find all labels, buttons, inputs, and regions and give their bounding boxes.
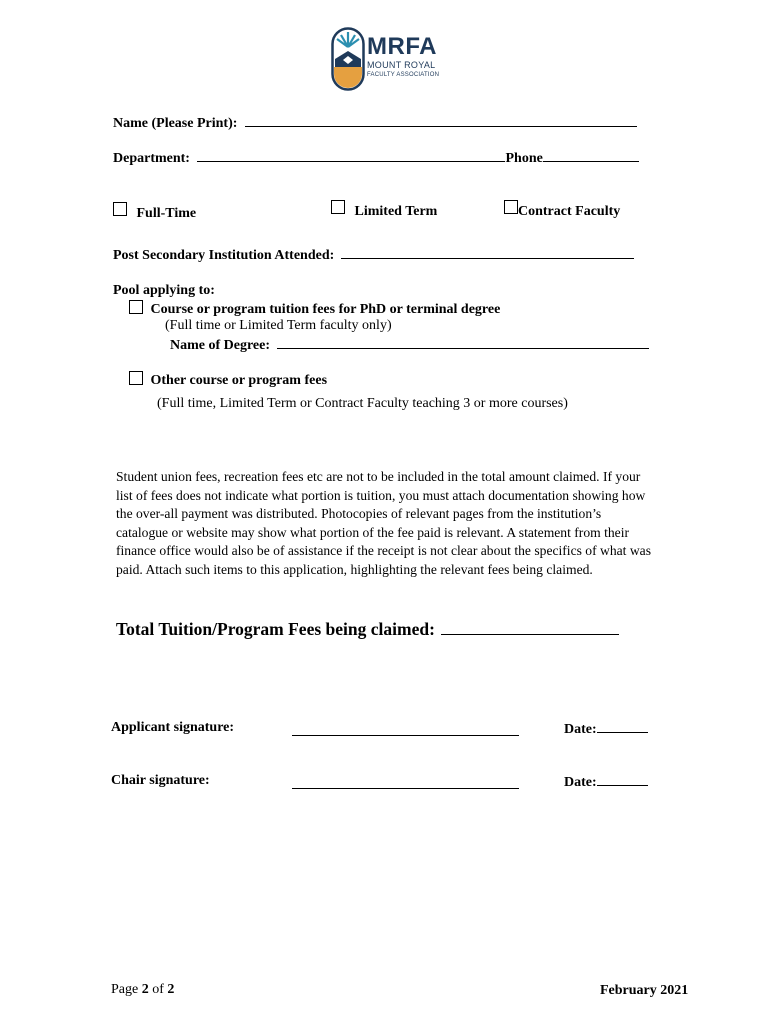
mrfa-logo-line1: MOUNT ROYAL (367, 60, 436, 70)
applicant-date-row (564, 720, 648, 738)
institution-input-line[interactable] (341, 246, 634, 259)
other-fees-checkbox[interactable] (129, 371, 143, 385)
instructions-paragraph (116, 468, 656, 580)
phd-tuition-label: Course or program tuition fees for PhD or terminal degree (150, 302, 501, 317)
full-time-checkbox[interactable] (113, 202, 127, 216)
footer-date: February 2021 (600, 983, 689, 998)
pool-label: Pool applying to: (113, 283, 215, 298)
phone-input-line[interactable] (543, 149, 639, 162)
mrfa-logo-line2: FACULTY ASSOCIATION (367, 72, 440, 78)
limited-term-checkbox[interactable] (331, 200, 345, 214)
mrfa-logo-brand: MRFA (367, 33, 437, 60)
page-of: of (152, 982, 164, 997)
department-row (113, 149, 639, 167)
phd-tuition-note: (Full time or Limited Term faculty only) (165, 318, 392, 333)
other-fees-option[interactable] (129, 371, 327, 389)
phd-tuition-option[interactable] (129, 300, 500, 318)
applicant-date-line[interactable] (597, 720, 648, 733)
limited-term-option[interactable] (331, 200, 437, 218)
phone-label: Phone (505, 151, 543, 166)
phd-tuition-checkbox[interactable] (129, 300, 143, 314)
page-current: 2 (141, 982, 149, 997)
institution-label: Post Secondary Institution Attended: (113, 248, 335, 263)
total-row (116, 619, 619, 640)
name-row (113, 114, 637, 132)
degree-input-line[interactable] (277, 336, 649, 349)
contract-faculty-option[interactable] (504, 200, 620, 218)
name-input-line[interactable] (245, 114, 637, 127)
chair-date-row (564, 773, 648, 791)
limited-term-label: Limited Term (354, 204, 438, 219)
chair-date-line[interactable] (597, 773, 648, 786)
chair-date-label: Date: (564, 775, 597, 790)
total-input-line[interactable] (441, 619, 619, 635)
chair-signature-line-wrap (292, 775, 519, 794)
institution-row (113, 246, 634, 264)
full-time-label: Full-Time (136, 206, 197, 221)
applicant-signature-label: Applicant signature: (111, 720, 235, 735)
full-time-option[interactable] (113, 202, 196, 220)
page-prefix: Page (111, 982, 139, 997)
other-fees-label: Other course or program fees (150, 373, 328, 388)
instructions-text: Student union fees, recreation fees etc are not to be included in the total amount claimed. If your list of fees does not indicate what portion is tuition, you must attach documentation showing how the over-all payment was distributed. Photocopies of relevant pages from the institution’s catalogue or website may show what portion of the fee paid is relevant. A statement from their finance office would also be of assistance if the receipt is not clear about the specifics of what was paid. Attach such items to this application, highlighting the relevant fees being claimed. (116, 469, 651, 577)
department-label: Department: (113, 151, 190, 166)
page-total: 2 (167, 982, 175, 997)
other-fees-note: (Full time, Limited Term or Contract Faculty teaching 3 or more courses) (157, 396, 568, 411)
name-label: Name (Please Print): (113, 116, 238, 131)
degree-label: Name of Degree: (170, 338, 271, 353)
department-input-line[interactable] (197, 149, 505, 162)
page-number (111, 982, 174, 998)
contract-faculty-label: Contract Faculty (518, 204, 621, 219)
degree-row (170, 336, 649, 354)
applicant-signature-line[interactable] (292, 722, 519, 736)
chair-signature-label: Chair signature: (111, 773, 210, 788)
applicant-signature-line-wrap (292, 722, 519, 741)
contract-faculty-checkbox[interactable] (504, 200, 518, 214)
total-label: Total Tuition/Program Fees being claimed: (116, 619, 435, 639)
applicant-date-label: Date: (564, 722, 597, 737)
chair-signature-line[interactable] (292, 775, 519, 789)
mrfa-logo-emblem (331, 27, 365, 91)
